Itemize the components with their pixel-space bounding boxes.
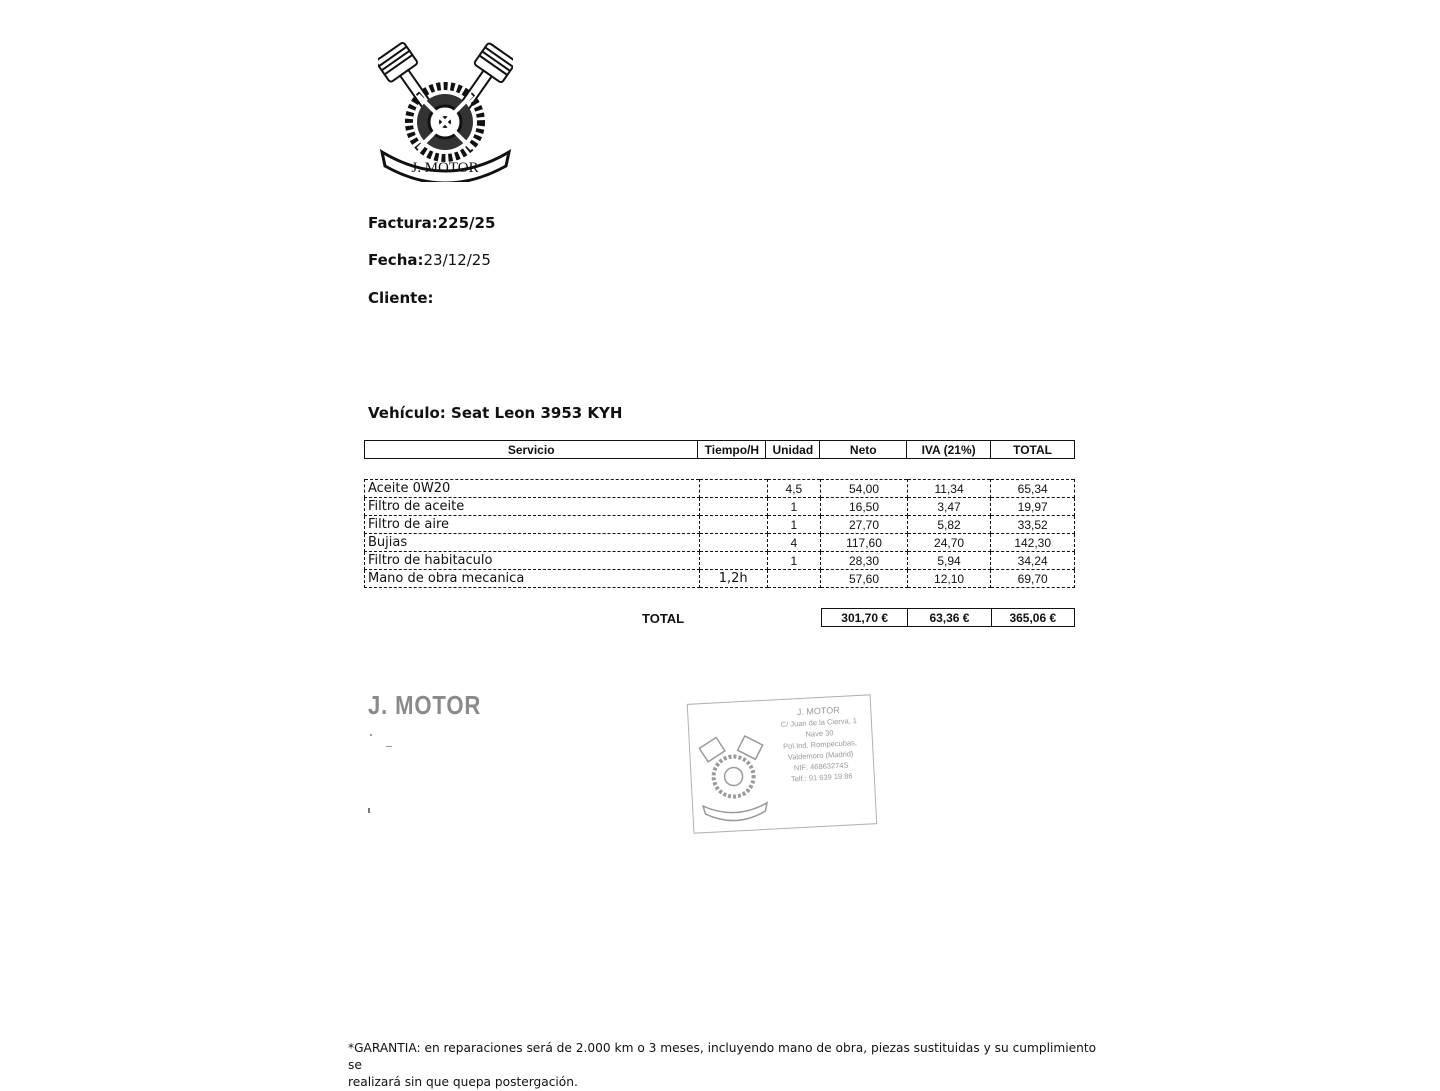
brand-mark: J. MOTOR	[368, 690, 482, 720]
col-header-unidad: Unidad	[766, 441, 820, 459]
col-header-tiempo: Tiempo/H	[698, 441, 766, 459]
invoice-number-line	[368, 214, 495, 232]
cell-unidad: 1	[767, 516, 821, 534]
cell-unidad: 1	[767, 552, 821, 570]
col-header-neto: Neto	[820, 441, 907, 459]
stamp-line: Valdemoro (Madrid)	[787, 749, 854, 762]
cell-iva: 3,47	[907, 498, 991, 516]
cell-servicio: Mano de obra mecanica	[365, 570, 700, 588]
warranty-line-2: realizará sin que quepa postergación.	[348, 1075, 578, 1089]
col-header-iva: IVA (21%)	[907, 441, 991, 459]
logo-text: J. MOTOR	[411, 160, 479, 176]
cell-neto: 27,70	[821, 516, 908, 534]
table-row	[365, 534, 1075, 552]
table-row	[365, 570, 1075, 588]
invoice-number: 225/25	[437, 214, 496, 232]
cell-servicio: Filtro de aceite	[365, 498, 700, 516]
cell-total: 19,97	[991, 498, 1075, 516]
items-table	[364, 479, 1075, 588]
date-line	[368, 251, 491, 269]
client-line	[368, 289, 434, 307]
company-stamp	[687, 694, 878, 833]
cell-iva: 11,34	[907, 480, 991, 498]
cell-total: 65,34	[991, 480, 1075, 498]
stamp-title: J. MOTOR	[796, 704, 840, 718]
stamp-line: NIF: 46863274S	[793, 760, 849, 773]
cell-total: 69,70	[991, 570, 1075, 588]
table-row	[365, 516, 1075, 534]
cell-total: 33,52	[991, 516, 1075, 534]
invoice-label: Factura:	[368, 214, 438, 232]
col-header-total: TOTAL	[991, 441, 1075, 459]
cell-tiempo	[699, 516, 767, 534]
cell-neto: 28,30	[821, 552, 908, 570]
company-logo	[378, 40, 513, 182]
warranty-line-1: *GARANTIA: en reparaciones será de 2.000 km o 3 meses, incluyendo mano de obra, piezas sustituidas y su cumplimiento se	[348, 1041, 1097, 1072]
date-value: 23/12/25	[423, 251, 491, 269]
cell-neto: 16,50	[821, 498, 908, 516]
cell-tiempo	[699, 552, 767, 570]
items-table-header	[364, 440, 1075, 459]
cell-total: 142,30	[991, 534, 1075, 552]
warranty-note	[348, 1040, 1108, 1091]
totals-table	[821, 608, 1075, 627]
total-total: 365,06 €	[991, 609, 1074, 627]
stamp-line: Nave 30	[805, 728, 834, 739]
table-row	[365, 480, 1075, 498]
date-label: Fecha:	[368, 251, 424, 269]
cell-iva: 24,70	[907, 534, 991, 552]
cell-iva: 12,10	[907, 570, 991, 588]
total-iva: 63,36 €	[908, 609, 991, 627]
cell-neto: 54,00	[821, 480, 908, 498]
total-neto: 301,70 €	[822, 609, 908, 627]
table-row	[365, 498, 1075, 516]
table-row	[365, 552, 1075, 570]
cell-neto: 57,60	[821, 570, 908, 588]
cell-total: 34,24	[991, 552, 1075, 570]
stamp-text	[766, 703, 874, 785]
scan-speck	[370, 734, 372, 736]
cell-servicio: Aceite 0W20	[365, 480, 700, 498]
cell-servicio: Filtro de habitaculo	[365, 552, 700, 570]
cell-unidad: 4	[767, 534, 821, 552]
cell-neto: 117,60	[821, 534, 908, 552]
cell-tiempo	[699, 498, 767, 516]
stamp-line: Pol.Ind. Rompecubas,	[782, 738, 858, 751]
cell-tiempo	[699, 534, 767, 552]
scan-speck	[386, 746, 392, 747]
scan-speck	[368, 808, 370, 813]
client-label: Cliente:	[368, 289, 434, 307]
totals-label: TOTAL	[642, 611, 685, 626]
cell-servicio: Bujias	[365, 534, 700, 552]
cell-tiempo: 1,2h	[699, 570, 767, 588]
stamp-line: Telf.: 91 639 19 86	[790, 771, 853, 784]
stamp-logo-icon	[695, 719, 772, 827]
vehicle-line: Vehículo: Seat Leon 3953 KYH	[368, 404, 623, 422]
cell-servicio: Filtro de aire	[365, 516, 700, 534]
cell-unidad: 1	[767, 498, 821, 516]
stamp-line: C/ Juan de la Cierva, 1	[780, 716, 858, 730]
cell-unidad: 4,5	[767, 480, 821, 498]
cell-iva: 5,82	[907, 516, 991, 534]
cell-iva: 5,94	[907, 552, 991, 570]
cell-tiempo	[699, 480, 767, 498]
cell-unidad	[767, 570, 821, 588]
col-header-servicio: Servicio	[365, 441, 698, 459]
